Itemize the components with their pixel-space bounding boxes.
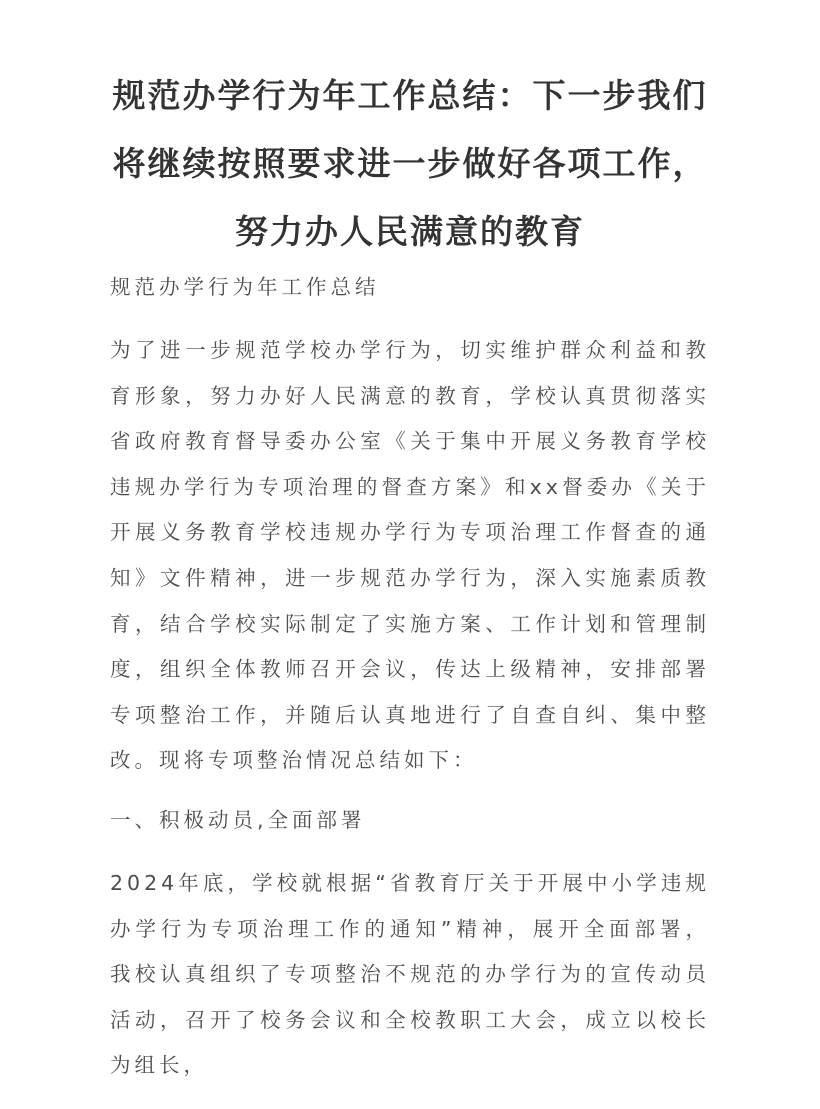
document-subtitle: 规范办学行为年工作总结 xyxy=(110,275,380,299)
document-title: 规范办学行为年工作总结：下一步我们将继续按照要求进一步做好各项工作，努力办人民满意的教育 xyxy=(112,76,708,251)
section-heading: 一、积极动员,全面部署 xyxy=(110,808,366,832)
intro-paragraph: 为了进一步规范学校办学行为，切实维护群众利益和教育形象，努力办好人民满意的教育，学校认真贯彻落实省政府教育督导委办公室《关于集中开展义务教育学校违规办学行为专项治理的督查方案》和xx督委办《关于开展义务教育学校违规办学行为专项治理工作督查的通知》文件精神，进一步规范办学行为，深入实施素质教育，结合学校实际制定了实施方案、工作计划和管理制度，组织全体教师召开会议，传达上级精神，安排部署专项整治工作，并随后认真地进行了自查自纠、集中整改。现将专项整治情况总结如下： xyxy=(110,338,710,773)
section-paragraph: 2024年底，学校就根据“省教育厅关于开展中小学违规办学行为专项治理工作的通知”精神，展开全面部署，我校认真组织了专项整治不规范的办学行为的宣传动员活动，召开了校务会议和全校教职工大会，成立以校长为组长， xyxy=(110,871,710,1078)
